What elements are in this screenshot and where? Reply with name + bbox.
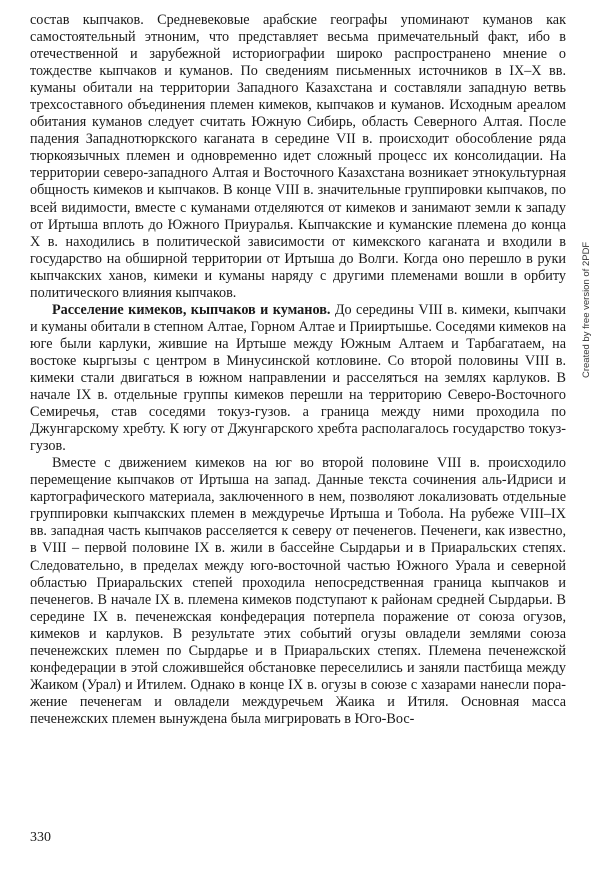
paragraph-1-text: состав кыпчаков. Средневековые арабские географы упоминают куманов как самостоятельный этноним, что представляет весьма примечательный факт, ибо в отечественной и зарубежной историографии широко распространено мнение о тождестве кыпчаков и куманов. По сведениям письменных источников в IX–X вв. куманы обитали на территории Западного Казахстана и составляли западную ветвь трехсоставного объединения племен кимеков, кыпчаков и куманов. Исходным ареалом обитания куманов следует считать Южную Сибирь, область Северного Алтая. После падения Западнотюркского каганата в середине VII в. происходит обособление ряда тюркоязычных племен и одновременно идет сложный процесс их консолидации. На территории северо-западного Алтая и Восточного Казахстана возникает этнокультурная общность кимеков и кыпчаков. В конце VIII в. значительные группировки кыпчаков, по всей видимости, вместе с куманами отделяются от кимеков и занимают земли к западу от Иртыша вплоть до Южного Приуралья. Кыпчакские и куманские племена до конца X в. находились в политической зависимости от кимекского каганата и входили в государство на обширной территории от Иртыша до Волги. Когда оно перешло в руки кыпчакских ханов, кимеки и куманы наряду с другими племенами вошли в орбиту политического влияния кыпчаков.	[30, 12, 566, 301]
paragraph-3	[30, 455, 566, 728]
page-body	[30, 12, 566, 728]
paragraph-3-text: Вместе с движением кимеков на юг во второй половине VIII в. происходило перемещение кыпчаков от Иртыша на запад. Данные текста сочинения аль-Идриси и картографического материала, заключенного в нем, позволяют локализовать отдельные группировки кыпчакских племен в междуречье Иртыша и Тобола. На рубеже VIII–IX вв. западная часть кыпчаков расселяется к северу от печенегов. Печенеги, как известно, в VIII – первой половине IX в. жили в бассейне Сырдарьи и в Приаральских степях. Следовательно, в пределах между юго-восточной частью Южного Урала и северной областью Приаральских степей проходила непосредственная граница кыпчаков и печенегов. В начале IX в. племена кимеков подступают к районам средней Сырдарьи. В середине IX в. печенежская конфедерация потерпела поражение от союза огузов, кимеков и карлуков. В результате этих событий огузы овладели землями союза печенежских племен по Сырдарье и в Приаральских степях. Племена печенежской конфедерации в этой сложившейся обстановке переселились и заняли пастбища между Жаиком (Урал) и Итилем. Однако в конце IX в. огузы в союзе с хазарами нанесли поражение печенегам и овладели междуречьем Жаика и Итиля. Основная масса печенежских племен вынуждена была мигрировать в Юго-Вос-	[30, 455, 566, 727]
paragraph-2	[30, 302, 566, 455]
page-number: 330	[30, 830, 51, 845]
paragraph-2-text: До середины VIII в. кимеки, кыпчаки и куманы обитали в степном Алтае, Горном Алтае и Прииртышье. Соседями кимеков на юге были карлуки, жившие на Иртыше между Южным Алтаем и Тарбагатаем, на востоке кыргызы с центром в Минусинской котловине. Со второй половины VIII в. кимеки стали двигаться в южном направлении и расселяться на землях карлуков. В начале IX в. отдельные группы кимеков перешли на территорию Северо-Восточного Семиречья, став соседями токуз-гузов. а граница между ними проходила по Джунгарскому хребту. К югу от Джунгарского хребта располагалось государство токуз-гузов.	[30, 301, 566, 455]
watermark: Created by free version of 2PDF	[581, 241, 592, 378]
paragraph-1	[30, 12, 566, 302]
paragraph-2-run-in-heading: Расселение кимеков, кыпчаков и куманов.	[52, 301, 331, 318]
